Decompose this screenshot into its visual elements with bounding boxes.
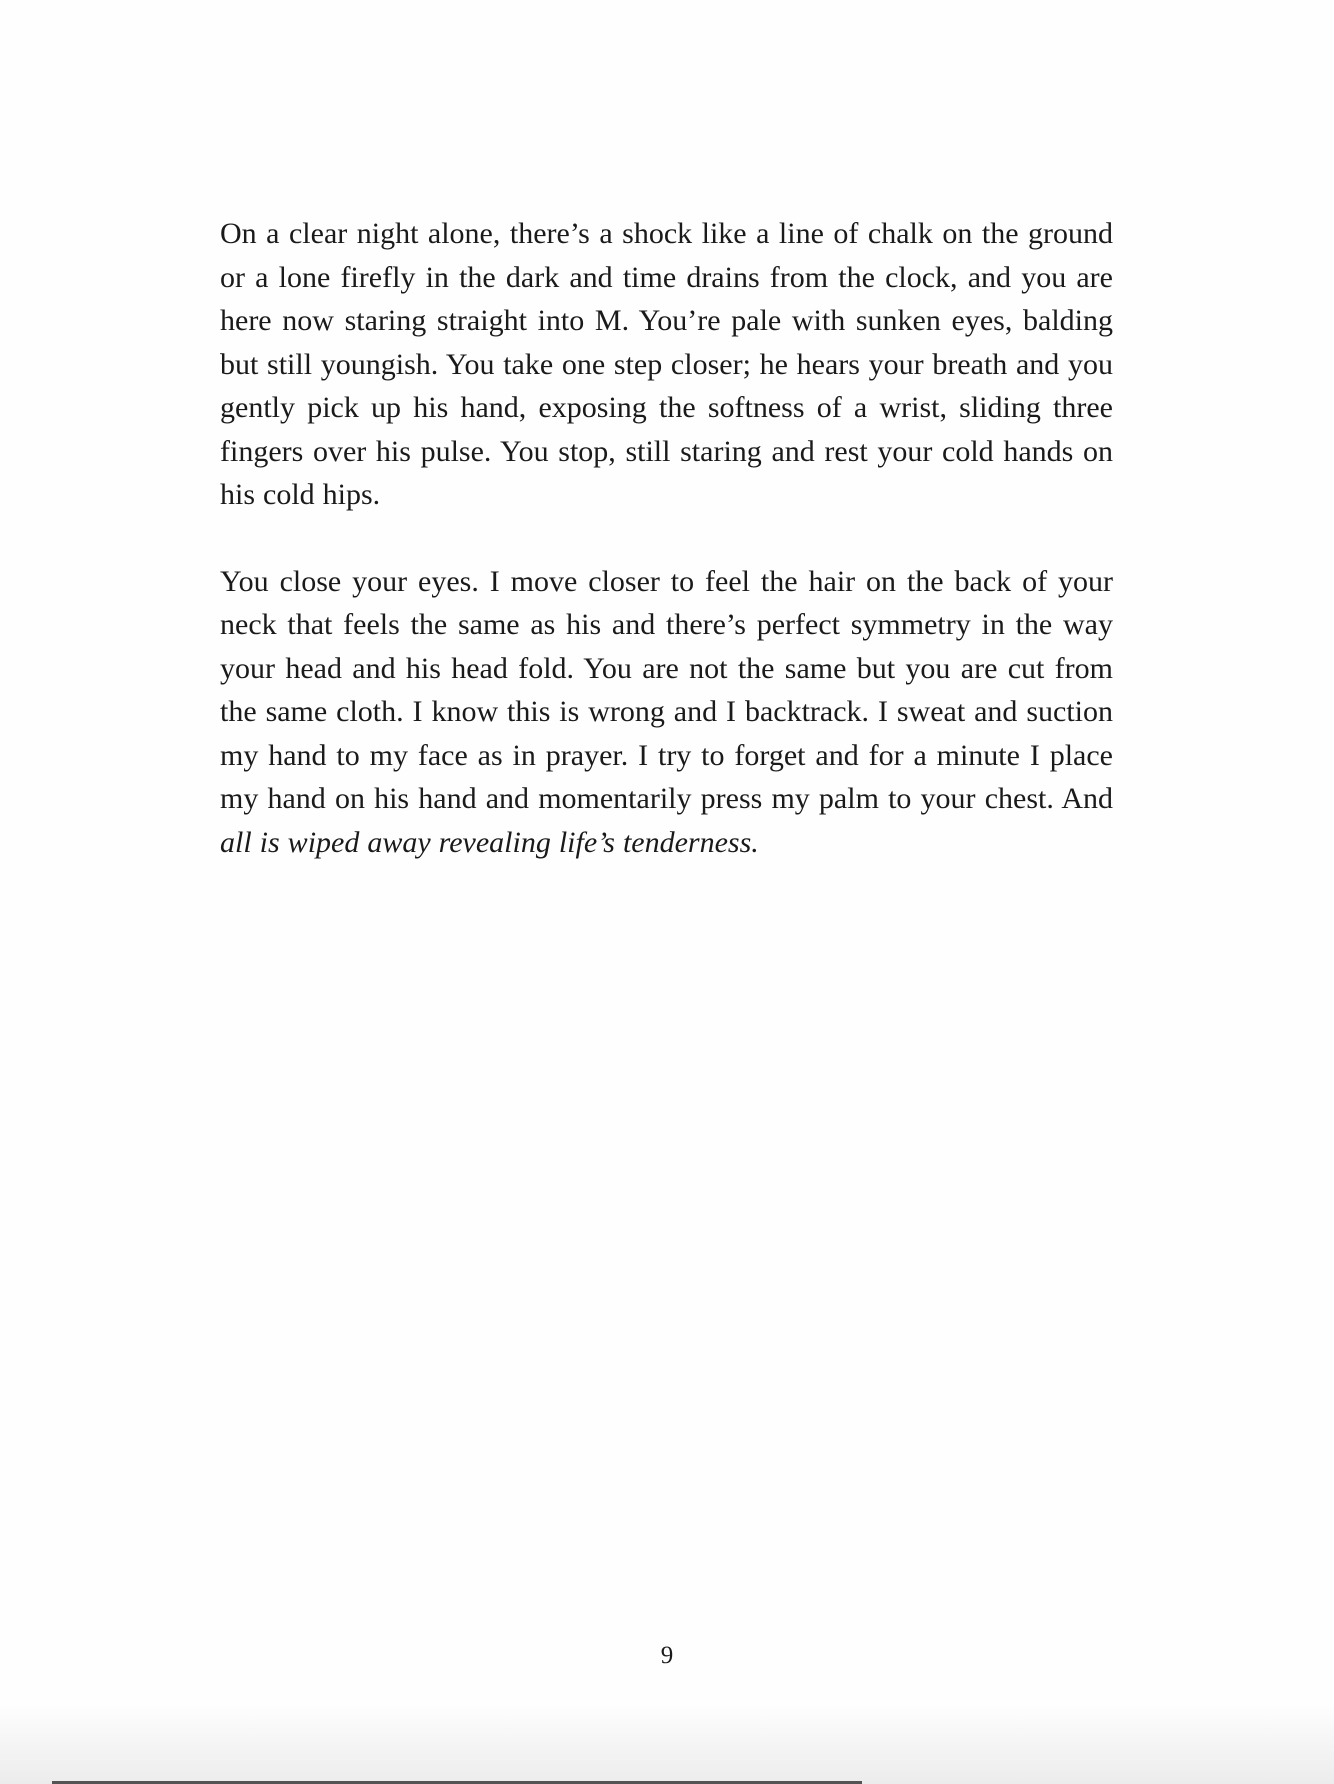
paragraph-1-text: On a clear night alone, there’s a shock like a line of chalk on the ground or a lone firefly in the dark and time drains from the clock, and you are here now staring straight into M. You’re pale with sunken eyes, balding but still youngish. You take one step closer; he hears your breath and you gently pick up his hand, exposing the softness of a wrist, sliding three fingers over his pulse. You stop, still staring and rest your cold hands on his cold hips. [220,217,1113,511]
paragraph-2-italic-text: all is wiped away revealing life’s tenderness. [220,825,759,859]
paragraph-2-text: You close your eyes. I move closer to feel the hair on the back of your neck that feels the same as his and there’s perfect symmetry in the way your head and his head fold. You are not the same but you are cut from the same cloth. I know this is wrong and I backtrack. I sweat and suction my hand to my face as in prayer. I try to forget and for a minute I place my hand on his hand and momentarily press my palm to your chest. And [220,564,1113,815]
paragraph-2 [220,560,1113,865]
bottom-shadow [0,1704,1334,1784]
paragraph-1 [220,212,1113,517]
page-number: 9 [660,1642,674,1669]
body-text [220,212,1113,907]
